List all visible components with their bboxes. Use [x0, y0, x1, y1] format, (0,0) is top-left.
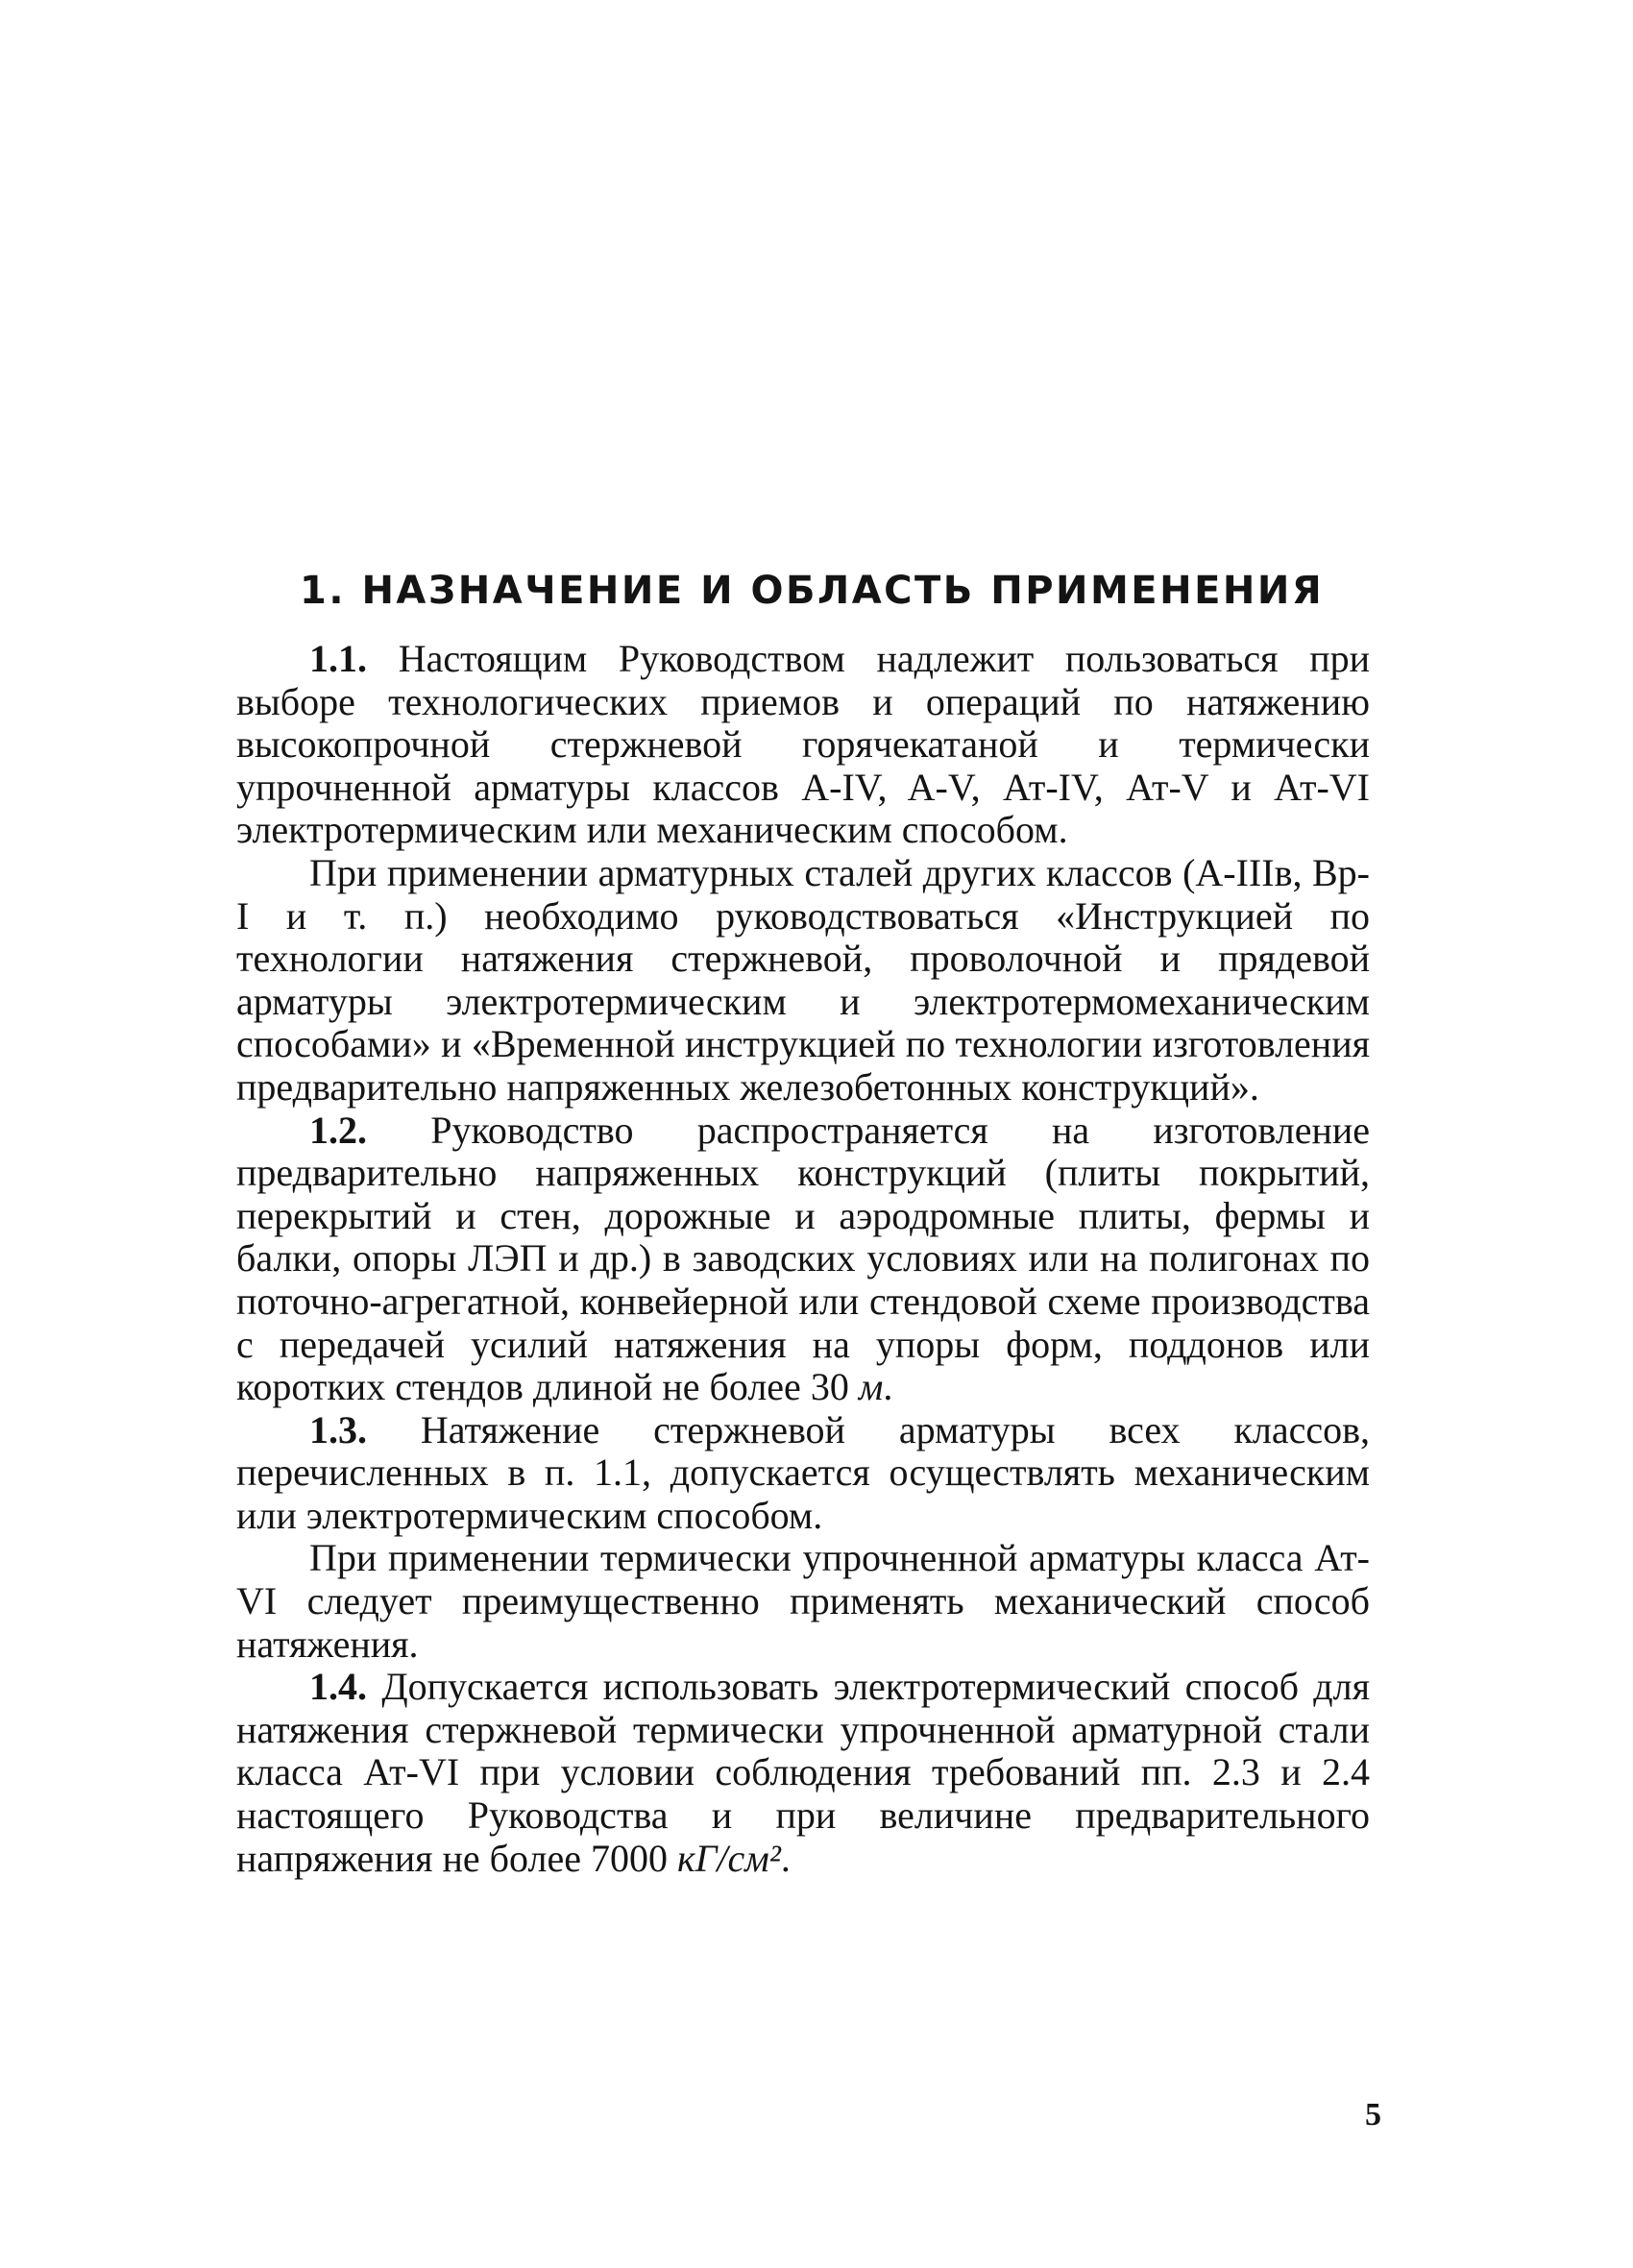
unit-label: м — [858, 1365, 884, 1409]
paragraph-text: Настоящим Руководством надлежит пользоваться при выборе технологических приемов и операций по натяжению высокопрочной стержневой горячекатаной и термически упрочненной арматуры классов A-IV, A-V, Ат-IV, Ат-V и Ат-VI электротермическим или механическим способом. — [236, 637, 1371, 852]
paragraph-text: Натяжение стержневой арматуры всех классов, перечисленных в п. 1.1, допускается осуществлять механическим или электротермическим способом. — [236, 1407, 1371, 1537]
paragraph-number: 1.4. — [309, 1665, 367, 1709]
paragraph-end: . — [883, 1365, 893, 1409]
body-text — [236, 638, 1370, 1880]
paragraph-1-1-continued — [236, 852, 1370, 1110]
paragraph-text: При применении термически упрочненной арматуры класса Ат-VI следует преимущественно применять механический способ натяжения. — [236, 1536, 1370, 1666]
paragraph-1-1 — [236, 638, 1370, 852]
paragraph-1-2 — [236, 1110, 1370, 1409]
paragraph-1-4 — [236, 1666, 1370, 1880]
paragraph-1-3 — [236, 1409, 1370, 1538]
page-number: 5 — [1365, 2097, 1381, 2133]
paragraph-1-3-continued — [236, 1537, 1370, 1666]
paragraph-text: При применении арматурных сталей других классов (A-IIIв, Bp-I и т. п.) необходимо руководствоваться «Инструкцией по технологии натяжения стержневой, проволочной и прядевой арматуры электротермическим и электротермомеханическим способами» и «Временной инструкцией по технологии изготовления предварительно напряженных железобетонных конструкций». — [236, 850, 1370, 1109]
section-title: 1. НАЗНАЧЕНИЕ И ОБЛАСТЬ ПРИМЕНЕНИЯ — [300, 569, 1325, 613]
paragraph-number: 1.1. — [309, 637, 367, 680]
paragraph-text: Допускается использовать электротермический способ для натяжения стержневой термически упрочненной арматурной стали класса Ат-VI при условии соблюдения требований пп. 2.3 и 2.4 настоящего Руководства и при величине предварительного напряжения не более 7000 — [236, 1665, 1370, 1880]
unit-label: кГ/см² — [676, 1836, 781, 1880]
paragraph-number: 1.3. — [309, 1407, 367, 1451]
paragraph-number: 1.2. — [309, 1108, 367, 1152]
paragraph-text: Руководство распространяется на изготовление предварительно напряженных конструкций (плиты покрытий, перекрытий и стен, дорожные и аэродромные плиты, фермы и балки, опоры ЛЭП и др.) в заводских условиях или на полигонах по поточно-агрегатной, конвейерной или стендовой схеме производства с передачей усилий натяжения на упоры форм, поддонов или коротких стендов длиной не более 30 — [236, 1108, 1371, 1409]
paragraph-end: . — [780, 1836, 791, 1880]
